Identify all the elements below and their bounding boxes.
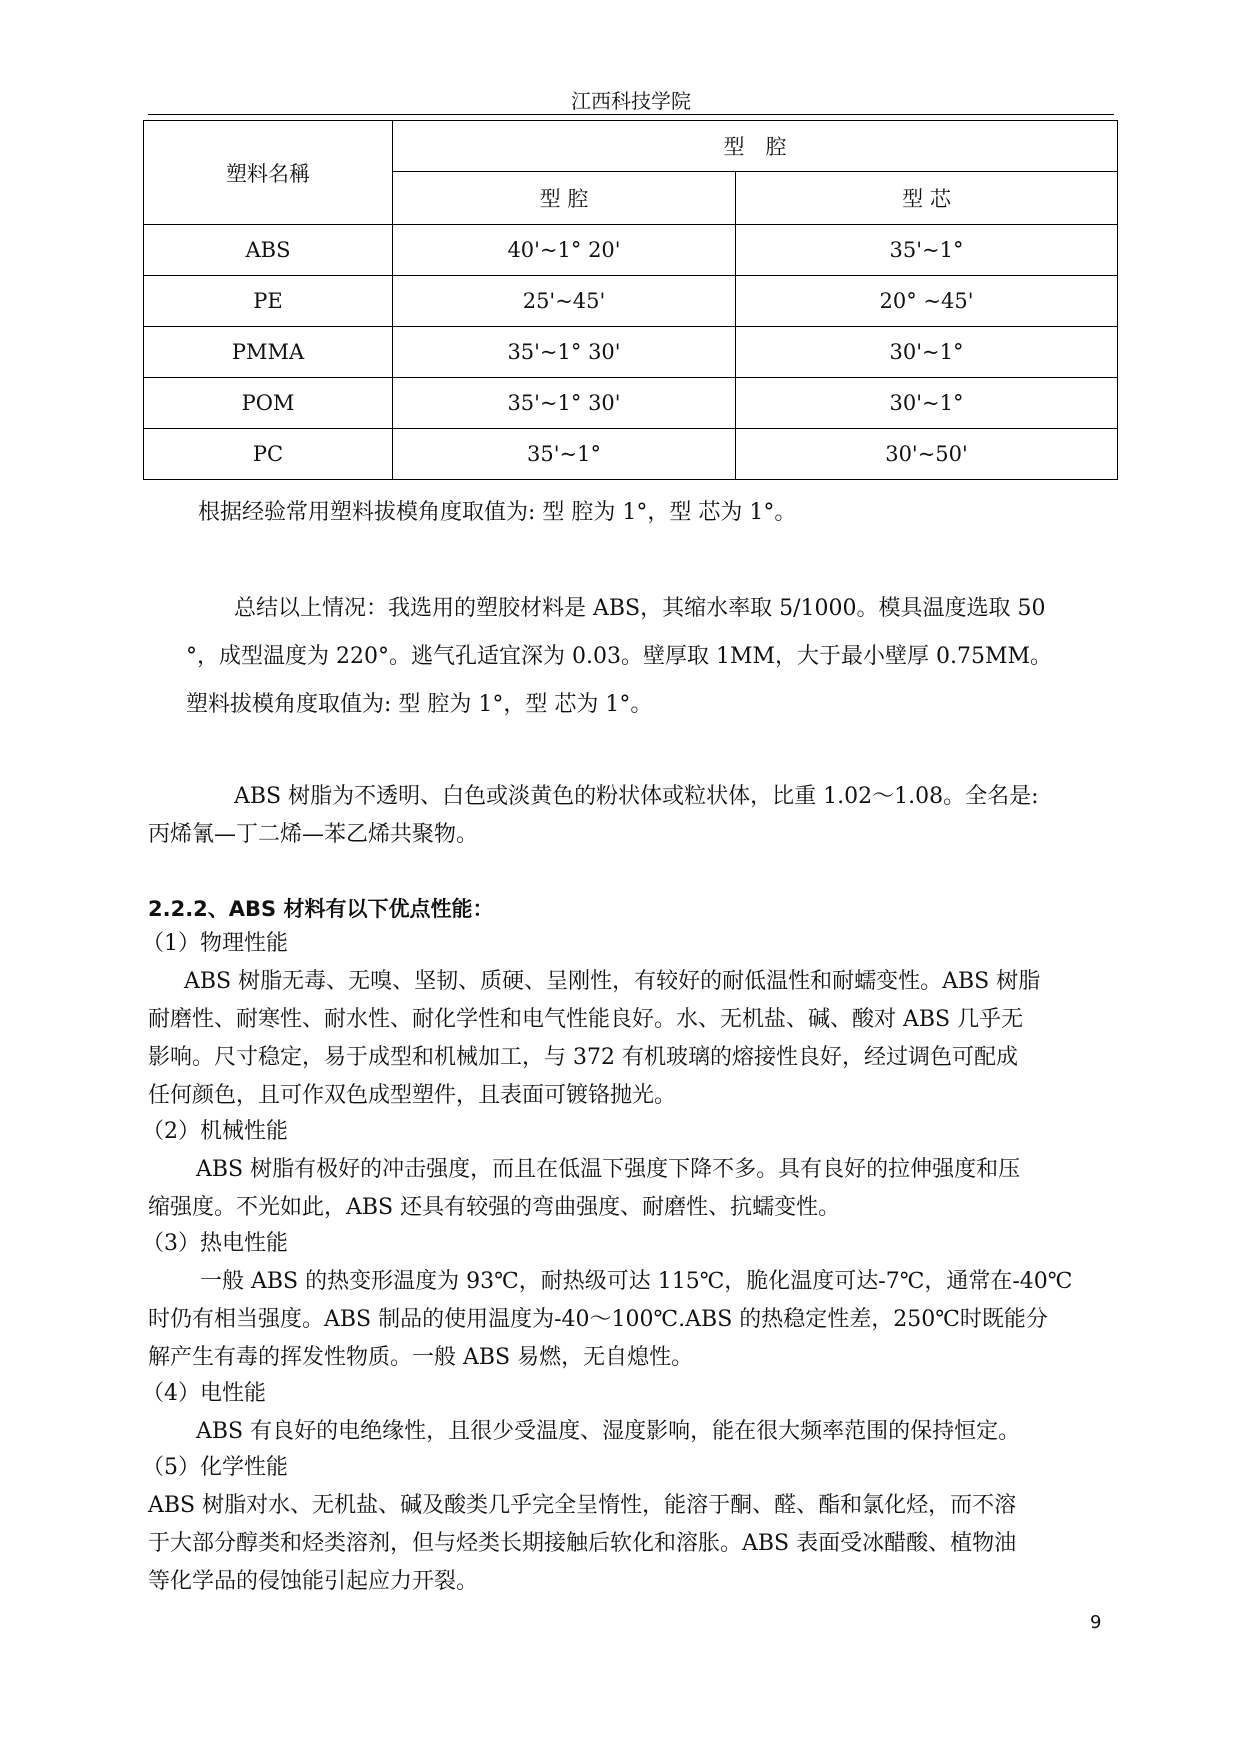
cell-cavity: 25'~45' <box>393 276 736 327</box>
paragraph-line: 时仍有相当强度。ABS 制品的使用温度为-40～100℃.ABS 的热稳定性差，250℃时既能分 <box>148 1307 1048 1332</box>
cell-plastic: PMMA <box>144 327 393 378</box>
paragraph-line: 一般 ABS 的热变形温度为 93℃，耐热级可达 115℃，脆化温度可达-7℃，通常在-40℃ <box>200 1269 1073 1294</box>
subheading: （4）电性能 <box>142 1381 266 1406</box>
cell-cavity: 35'~1° <box>393 429 736 480</box>
subheading: （2）机械性能 <box>142 1119 288 1144</box>
draft-note: 根据经验常用塑料拔模角度取值为: 型 腔为 1°，型 芯为 1°。 <box>198 500 797 525</box>
cell-plastic: PC <box>144 429 393 480</box>
cell-cavity: 35'~1° 30' <box>393 327 736 378</box>
header-cavity-group: 型 腔 <box>393 121 1118 172</box>
paragraph-line: ABS 树脂对水、无机盐、碱及酸类几乎完全呈惰性，能溶于酮、醛、酯和氯化烃，而不溶 <box>148 1493 1017 1518</box>
summary-line: °，成型温度为 220°。逃气孔适宜深为 0.03。壁厚取 1MM，大于最小壁厚 0.75MM。 <box>186 644 1053 669</box>
table-row <box>144 327 1118 378</box>
draft-angle-table <box>143 120 1118 480</box>
page-header: 江西科技学院 <box>571 89 691 113</box>
paragraph-line: ABS 树脂无毒、无嗅、坚韧、质硬、呈刚性，有较好的耐低温性和耐蠕变性。ABS 树脂 <box>184 969 1041 994</box>
cell-plastic: ABS <box>144 225 393 276</box>
paragraph-line: 等化学品的侵蚀能引起应力开裂。 <box>148 1569 479 1594</box>
section-heading: 2.2.2、ABS 材料有以下优点性能： <box>148 897 494 921</box>
paragraph-line: 影响。尺寸稳定，易于成型和机械加工，与 372 有机玻璃的熔接性良好，经过调色可配成 <box>148 1045 1018 1070</box>
cell-plastic: POM <box>144 378 393 429</box>
cell-core: 20° ~45' <box>736 276 1118 327</box>
table-row <box>144 225 1118 276</box>
summary-line: 塑料拔模角度取值为: 型 腔为 1°，型 芯为 1°。 <box>186 692 653 717</box>
cell-plastic: PE <box>144 276 393 327</box>
cell-core: 35'~1° <box>736 225 1118 276</box>
subheading: （3）热电性能 <box>142 1231 288 1256</box>
paragraph-line: 解产生有毒的挥发性物质。一般 ABS 易燃，无自熄性。 <box>148 1345 694 1370</box>
header-rule <box>148 114 1114 115</box>
subheading: （5）化学性能 <box>142 1455 288 1480</box>
paragraph-line: 于大部分醇类和烃类溶剂，但与烃类长期接触后软化和溶胀。ABS 表面受冰醋酸、植物油 <box>148 1531 1017 1556</box>
paragraph-line: 耐磨性、耐寒性、耐水性、耐化学性和电气性能良好。水、无机盐、碱、酸对 ABS 几乎无 <box>148 1007 1024 1032</box>
table-row <box>144 378 1118 429</box>
table-row <box>144 429 1118 480</box>
cell-cavity: 40'~1° 20' <box>393 225 736 276</box>
paragraph-line: ABS 树脂有极好的冲击强度，而且在低温下强度下降不多。具有良好的拉伸强度和压 <box>196 1157 1021 1182</box>
header-core: 型 芯 <box>736 172 1118 225</box>
abs-intro-line: ABS 树脂为不透明、白色或淡黄色的粉状体或粒状体，比重 1.02～1.08。全名是: <box>234 784 1039 809</box>
summary-line: 总结以上情况：我选用的塑胶材料是 ABS，其缩水率取 5/1000。模具温度选取 50 <box>234 596 1046 621</box>
cell-core: 30'~1° <box>736 378 1118 429</box>
cell-core: 30'~1° <box>736 327 1118 378</box>
header-plastic-name: 塑料名稱 <box>144 121 393 225</box>
paragraph-line: ABS 有良好的电绝缘性，且很少受温度、湿度影响，能在很大频率范围的保持恒定。 <box>196 1419 1021 1444</box>
cell-cavity: 35'~1° 30' <box>393 378 736 429</box>
page-number: 9 <box>1090 1612 1102 1633</box>
paragraph-line: 任何颜色，且可作双色成型塑件，且表面可镀铬抛光。 <box>148 1083 677 1108</box>
cell-core: 30'~50' <box>736 429 1118 480</box>
paragraph-line: 缩强度。不光如此，ABS 还具有较强的弯曲强度、耐磨性、抗蠕变性。 <box>148 1195 841 1220</box>
abs-intro-line: 丙烯氰—丁二烯—苯乙烯共聚物。 <box>148 822 479 847</box>
table-row <box>144 276 1118 327</box>
header-cavity: 型 腔 <box>393 172 736 225</box>
subheading: （1）物理性能 <box>142 931 288 956</box>
